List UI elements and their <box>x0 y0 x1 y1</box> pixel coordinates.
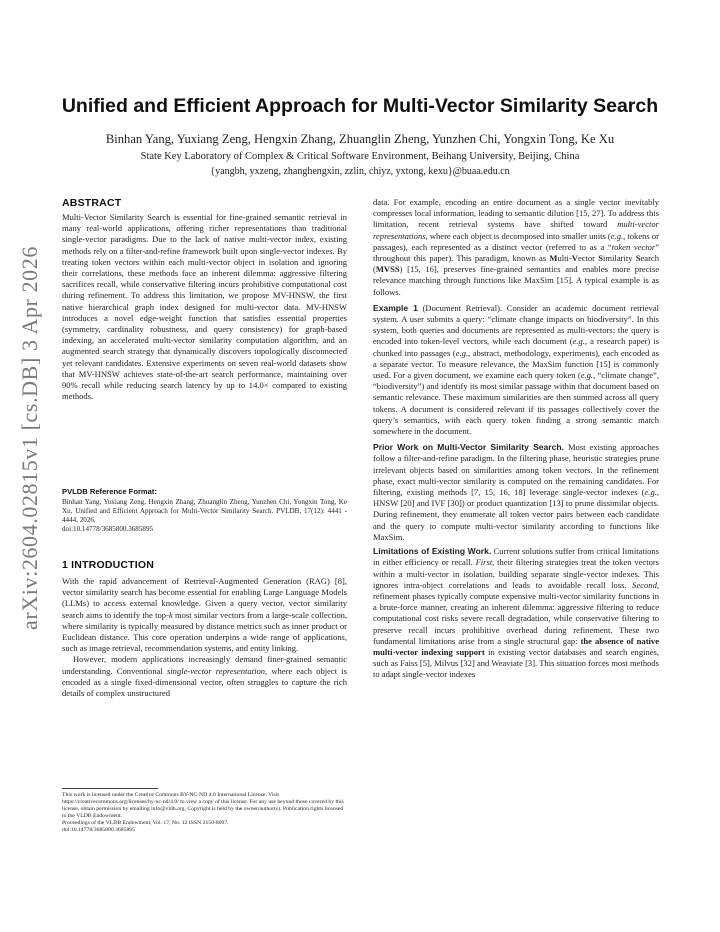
reference-format <box>62 498 347 534</box>
footnote-rule <box>62 788 158 789</box>
abstract-heading: ABSTRACT <box>62 197 122 209</box>
intro-paragraph-3: data. For example, encoding an entire document as a single vector inevitably compresses local information, leading to semantic dilution [15, 27]. To address this limitation, recent retrieval systems have shifted toward multi-vector representations, where each object is decomposed into smaller units (e.g., tokens or passages), each represented as a distinct vector (referred to as a “token vector” throughout this paper). This paradigm, known as Multi-Vector Similarity Search (MVSS) [15, 16], preserves fine-grained semantics and enables more precise relevance matching through functions like MaxSim [15]. A typical example is as follows. <box>373 197 660 297</box>
paper-title: Unified and Efficient Approach for Multi-Vector Similarity Search <box>61 95 659 117</box>
license-note: This work is licensed under the Creative Commons BY-NC-ND 4.0 International License. Visit https://creativecommons.org/licenses/by-nc-nd/4.0/ to view a copy of this license. For any use beyond those covered by this license, obtain permission by emailing info@vldb.org. Copyright is held by the owner/author(s). Publication rights licensed to the VLDB Endowment. <box>62 792 344 819</box>
introduction-heading: 1 INTRODUCTION <box>62 559 155 571</box>
proceedings-note: Proceedings of the VLDB Endowment, Vol. 17, No. 12 ISSN 2150-8097. <box>62 820 229 826</box>
right-column <box>373 197 659 681</box>
reference-format-text: Binhan Yang, Yuxiang Zeng, Hengxin Zhang, Zhuanglin Zheng, Yunzhen Chi, Yongxin Tong, Ke Xu. Unified and Efficient Approach for Multi-Vector Similarity Search. PVLDB, 17(12): 4441 - 4444, 2026. <box>62 498 347 525</box>
example-1: Example 1 (Document Retrieval). Consider an academic document retrieval system. A user submits a query: “climate change impacts on biodiversity”. In this system, both queries and documents are represented as multi-vectors: the query is encoded into token-level vectors, while each document (e.g., a research paper) is chunked into passages (e.g., abstract, methodology, experiments), each encoded as a separate vector. To measure relevance, the MaxSim function [15] is commonly used. For a given document, we examine each query token (e.g., “climate change”, “biodiversity”) and identify its most similar passage within that document based on semantic relevance. These maximum similarities are then summed across all query tokens. A document is considered relevant if its passages collectively cover the query’s semantics, with each query token finding a strong semantic match somewhere in the document. <box>373 302 660 437</box>
prior-work-paragraph: Prior Work on Multi-Vector Similarity Search. Most existing approaches follow a filter-and-refine paradigm. In the filtering phase, heuristic strategies prune irrelevant objects based on similarities among token vectors. In the refinement phase, exact multi-vector similarity is computed on the remaining candidates. For filtering, existing methods [7, 15, 16, 18] leverage single-vector indexes (e.g., HNSW [20] and IVF [30]) or product quantization [13] to prune dissimilar objects. During refinement, they enumerate all token vector pairs between each candidate and the query to compute multi-vector similarity according to functions like MaxSim. <box>373 442 659 542</box>
intro-paragraph-1: With the rapid advancement of Retrieval-Augmented Generation (RAG) [8], vector similarity search has become essential for enabling Large Language Models (LLMs) to access external knowledge. Given a query vector, vector similarity search aims to identify the top-k most similar vectors from a large-scale collection, where similarity is typically measured by distance metrics such as inner product or Euclidean distance. This core operation underpins a wide range of applications, such as image retrieval, recommendation systems, and entity linking. <box>62 576 347 654</box>
limitations-paragraph: Limitations of Existing Work. Current solutions suffer from critical limitations in either efficiency or recall. First, their filtering strategies treat the token vectors within a multi-vector in isolation, building separate single-vector indexes. This ignores intra-object correlations and leads to avoidable recall loss. Second, refinement phases typically compute expensive multi-vector similarity functions in a brute-force manner, creating an inherent dilemma: aggressive filtering to reduce computational cost risks severe recall degradation, while conservative filtering to preserve recall incurs prohibitive overhead during refinement. These two fundamental limitations arise from a single structural gap: the absence of native multi-vector indexing support in existing vector databases and search engines, such as Faiss [5], Milvus [32] and Weaviate [3]. This situation forces most methods to adapt single-vector indexes <box>373 546 660 680</box>
arxiv-stamp-text: arXiv:2604.02815v1 [cs.DB] 3 Apr 2026 <box>17 245 42 630</box>
introduction-body <box>62 576 347 699</box>
intro-paragraph-2: However, modern applications increasingly demand finer-grained semantic understanding. Conventional single-vector representation, where each object is encoded as a single fixed-dimensional vector, often struggles to capture the rich details of complex unstructured <box>62 654 347 699</box>
footnote <box>62 792 347 834</box>
author-emails: {yangbh, yxzeng, zhanghengxin, zzlin, chiyz, yxtong, kexu}@buaa.edu.cn <box>210 166 510 177</box>
limitations-heading: Limitations of Existing Work. <box>373 546 492 557</box>
author-list: Binhan Yang, Yuxiang Zeng, Hengxin Zhang, Zhuanglin Zheng, Yunzhen Chi, Yongxin Tong, Ke Xu <box>105 132 615 146</box>
abstract-body <box>62 212 347 402</box>
arxiv-stamp <box>10 205 50 670</box>
affiliation: State Key Laboratory of Complex & Critical Software Environment, Beihang University, Beijing, China <box>140 151 580 162</box>
reference-doi: doi:10.14778/3685800.3685895 <box>62 525 154 534</box>
footnote-doi: doi:10.14778/3685800.3685895 <box>62 827 135 833</box>
prior-work-heading: Prior Work on Multi-Vector Similarity Search. <box>373 442 564 453</box>
abstract-text: Multi-Vector Similarity Search is essential for fine-grained semantic retrieval in many real-world applications, offering richer representations than traditional single-vector paradigms. Due to the lack of native multi-vector index, existing methods rely on a filter-and-refine framework built upon single-vector indexes. By treating token vectors within each multi-vector object in isolation and ignoring their correlations, these methods face an inherent dilemma: aggressive filtering sacrifices recall, while conservative filtering incurs prohibitive computational cost during refinement. To address this limitation, we propose MV-HNSW, the first native hierarchical graph index designed for multi-vector data. MV-HNSW introduces a novel edge-weight function that satisfies essential properties (symmetry, cardinality robustness, and query consistency) for graph-based indexing, an accelerated multi-vector similarity computation algorithm, and an augmented search strategy that dynamically discovers topologically disconnected yet relevant candidates. Extensive experiments on seven real-world datasets show that MV-HNSW achieves state-of-the-art search performance, maintaining over 90% recall while reducing search latency by up to 14.0× compared to existing methods. <box>62 212 347 402</box>
reference-format-heading: PVLDB Reference Format: <box>62 487 157 496</box>
